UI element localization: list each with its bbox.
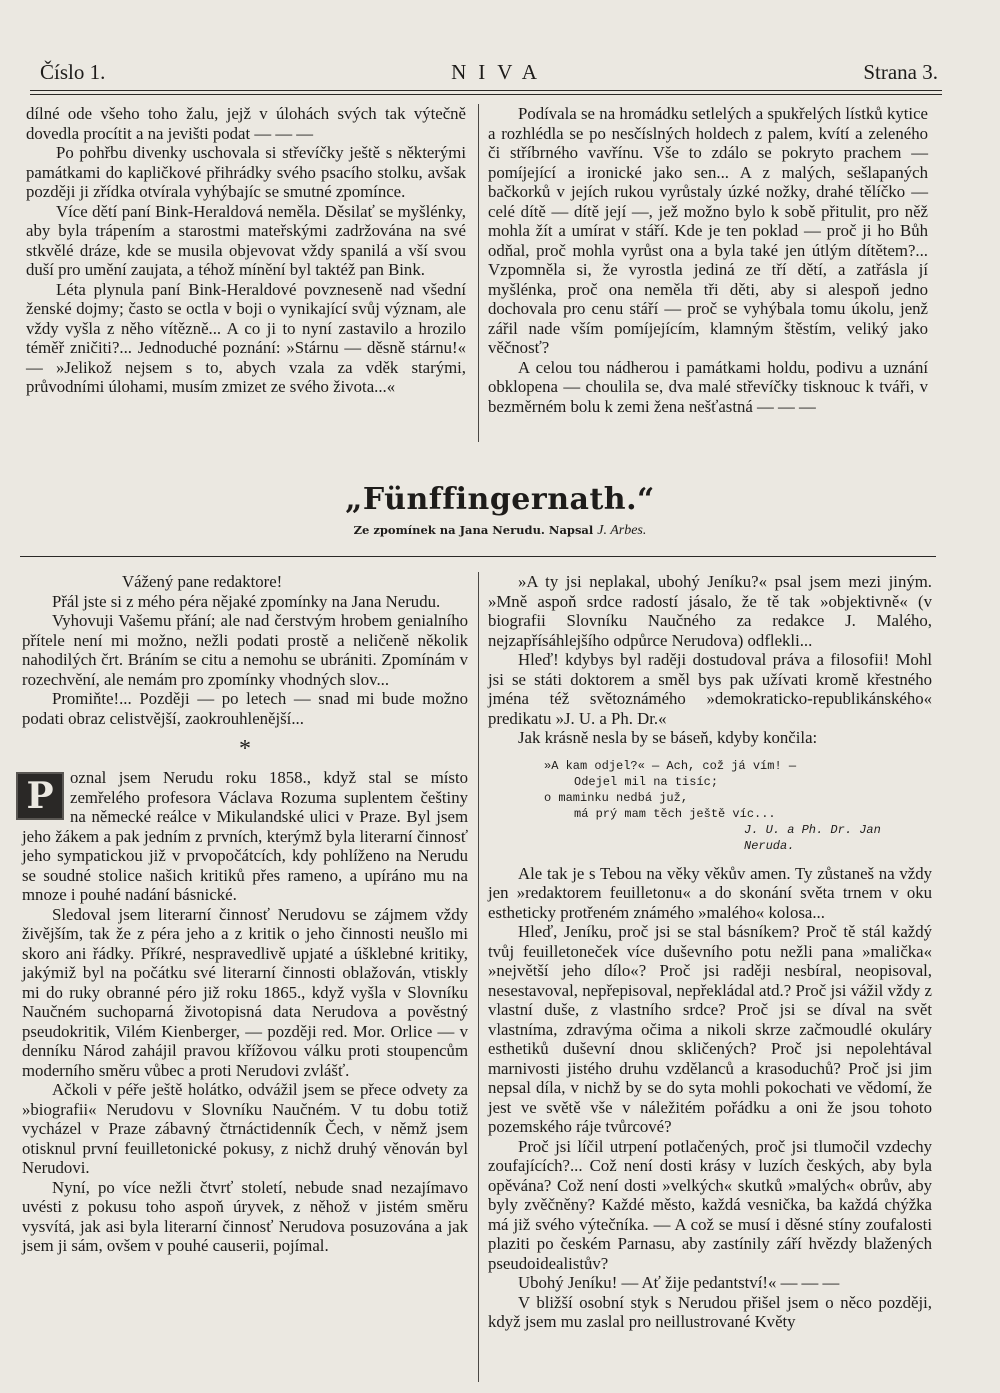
top-left-column [26,104,466,397]
poem-line: Odejel mil na tisíc; [574,774,719,789]
paragraph: Sledoval jsem literarní činnosť Nerudovu se zájmem vždy živějším, tak že z péra jeho a z kritik o jeho činnosti neušlo mi skoro ani řádky. Příkré, nespravedlivě upjaté a úšklebné kritiky, jakýmiž byl na počátku své literarní činnosti oblažován, vtiskly mi do ruky obranné péro již roku 1865., když vyšla v Slovníku Naučném suchoparná životopisná data Nerudova a pověstný pseudokritik, Vilém Kienberger, — později red. Mor. Orlice — v denníku Národ zahájil pravou křížovou válku proti stoupencům moderního směru vůbec a proti Nerudovi zvlášť. [22,904,468,1080]
article-byline [0,523,1000,539]
paragraph: Ale tak je s Tebou na věky věkův amen. Ty zůstaneš na vždy jen »redaktorem feuilletonu« a do skonání světa trnem v oku estheticky protřeném známého »malého« kolosa... [488,863,932,922]
header-rule [30,90,942,91]
paragraph: »A ty jsi neplakal, ubohý Jeníku?« psal jsem mezi jiným. »Mně aspoň srdce radostí jásalo, že tě tak »objektivně« (v biografii Slovníku Naučného za redakce J. Malého, nejzapřísáhlejšího odpůrce Nerudova) odflekli... [488,572,932,650]
paragraph: Více dětí paní Bink-Heraldová neměla. Děsilať se myšlénky, aby byla trápením a starostmi mateřskými zadržována na své stkvělé dráze, kde se musila objevovat vždy spanilá a vší svou duší pro umění zaujata, a téhož mínění byl taktéž pan Bink. [26,201,466,279]
quoted-poem [544,758,932,854]
paragraph: Ubohý Jeníku! — Ať žije pedantství!« — — — [518,1273,840,1292]
paragraph: Jak krásně nesla by se báseň, kdyby končila: [518,728,818,747]
column-divider [478,104,479,442]
poem-signature: J. U. a Ph. Dr. Jan Neruda. [744,822,881,853]
paragraph: Nyní, po více nežli čtvrť století, nebude snad nezajímavo uvésti z pokusu toho aspoň úryvek, z něhož v jistém směru vysvítá, jak asi byla literarní činnosť Nerudova posuzována a jak jsem ji sám, ovšem v pouhé causerii, pojímal. [22,1177,468,1255]
paragraph: Proč jsi líčil utrpení potlačených, proč jsi tlumočil vzdechy zoufajících?... Což není dosti krásy v luzích českých, aby byla opěvána? Což není dosti »velkých« skutků »malých« obrův, aby byly zvěčněny? Každé město, každá vesnička, ba každá chýžka má již svého výtečníka. — A což se musí i děsné stíny zoufalosti plaziti po českém Parnasu, aby zastínily září hvězdy blažených pseudoidealistův? [488,1136,932,1273]
poem-line: má prý mam těch ještě víc... [574,806,776,821]
paragraph: dílné ode všeho toho žalu, jejž v úlohách svých tak výtečně dovedla procítit a na jevišti podat — — — [26,104,466,143]
paragraph: Po pohřbu divenky uschovala si střevíčky ještě s některými památkami do kapličkové přihrádky svého psacího stolku, avšak později ji zřídka otvírala vyhýbajíc se smutné zpomínce. [26,143,466,201]
paragraph: Podívala se na hromádku setlelých a spukřelých lístků kytice a rozhlédla se po nesčíslných holdech z palem, kvítí a zeleného či stříbrného vavřínu. Vše to zdálo se pokryto prachem — pomíjející a ironické jako sen... A z malých, sešlapaných bačkorků v jejích rukou vyrůstaly úzké nožky, drahé tělíčko — celé dítě — dítě její —, jež možno bylo k sobě přitulit, pro něž mohla žít a umírat v stáří. Kde je ten poklad — proč ji ho Bůh odňal, proč mohla vyrůst ona a byla také jen útlým dítětem?... Vzpomněla si, že vyrostla jediná ze tří dětí, a zatřásla jí myšlénka, proč ona neměla tři děti, aby si alespoň jedno dochovala pro cenu stáří — proč se vyhýbala tomu úkolu, jenž zářil nade vším pomíjejícím, klamným štěstím, veliký jako věčnosť? [488,104,928,357]
page-number: Strana 3. [863,60,938,84]
paragraph: Hleď! kdybys byl raději dostudoval práva a filosofii! Mohl jsi se státi doktorem a směl bys pak užívati kromě křestného jména též světoznámého »demokraticko-republikánského« predikatu »J. U. a Ph. Dr.« [488,650,932,728]
top-right-column [488,104,928,416]
paragraph: Vyhovuji Vašemu přání; ale nad čerstvým hrobem genialního přítele není mi možno, nežli podati prostě a neličeně několik nahodilých črt. Bráním se citu a nemohu se ubrániti. Zpomínám v rozechvění, ale nemám pro zpomínky vhodných slov... [22,611,468,689]
poem-line: o maminku nedbá juž, [544,790,689,805]
paragraph-text: oznal jsem Nerudu roku 1858., když stal se místo zemřelého profesora Václava Rozuma suplentem češtiny na německé reálce v Mikulandské ulici v Praze. Byl jsem jeho žákem a pak jedním z prvních, kterýmž byla literarní činnosť jeho sympatickou již v prvopočátcích, kdy pohlíženo na Nerudu se soudné stolice našich kritiků přes rameno, a upíráno mu na mnoze i pouhé nadání básnické. [22,768,468,904]
article-title: „Fünffingernath.“ [345,482,655,517]
asterisk-separator: * [239,736,251,762]
paragraph: Přál jste si z mého péra nějaké zpomínky na Jana Nerudu. [52,591,441,611]
paragraph: V bližší osobní styk s Nerudou přišel jsem o něco později, když jsem mu zaslal pro neillustrované Květy [488,1292,932,1331]
paragraph: Léta plynula paní Bink-Heraldové povzneseně nad všední ženské dojmy; často se octla v boji o vynikající svůj význam, ale vždy vyšla z něho vítězně... A co ji to nyní zastavilo a hrozilo téměř zničiti?... Jednoduché poznání: »Stárnu — děsně stárnu!« — »Jelikož nejsem s to, abych vzala za vděk starými, průvodními úlohami, musím zmizet ze svého života...« [26,279,466,396]
drop-cap-initial: P [16,772,64,820]
issue-number: Číslo 1. [40,60,106,84]
paragraph-with-initial [22,768,468,905]
poem-line: »A kam odjel?« — Ach, což já vím! — [544,758,797,773]
bottom-left-column [22,572,468,1256]
header-rule-double [30,94,942,95]
byline-author: J. Arbes. [597,523,647,538]
bottom-right-column [488,572,932,1332]
paragraph: A celou tou nádherou i památkami holdu, podivu a uznání obklopena — choulila se, dva malé střevíčky tisknouc k tváři, v bezměrném bolu k zemi žena nešťastná — — — [488,357,928,416]
column-divider [478,572,479,1382]
paragraph: Ačkoli v péře ještě holátko, odvážil jsem se přece odvety za »biografii« Nerudovu v Slovníku Naučném. V tu dobu totiž vycházel v Praze zábavný čtrnáctidenník Čech, v němž jsem otisknul první feuilletonické pokusy, z nichž druhý věnován byl Nerudovi. [22,1080,468,1177]
salutation: Vážený pane redaktore! [122,572,283,591]
masthead-title: NIVA [451,60,549,84]
byline-text: Ze zpomínek na Jana Nerudu. Napsal [353,523,594,537]
paragraph: Promiňte!... Později — po letech — snad mi bude možno podati obraz celistvější, zaokrouhlenější... [22,689,468,728]
section-rule [20,556,936,557]
paragraph: Hleď, Jeníku, proč jsi se stal básníkem? Proč tě stál každý tvůj feuilletoneček více duševního potu nežli pana »malička« »největší jeho dílo«? Proč jsi raději nesbíral, neopisoval, nesestavoval, nepřepisoval, nepřekládal atd.? Proč jsi vážil vždy z vlastní duše, z vlastního srdce? Proč jsi se díval na svět vlastníma, zdravýma očima a nikoli skrze začmoudlé okuláry esthetiků duševní dnou skličených? Proč jsi nepolehtával marnivosti jistého druhu vzdělanců a krasoduchů? Proč jsi jim nepsal díla, v nichž by se do syta mohli pokochati ve vědomí, že jest ve světě vše v náležitém pořádku a oni že jsou tohoto pozemského ráje tvůrcové? [488,922,932,1136]
